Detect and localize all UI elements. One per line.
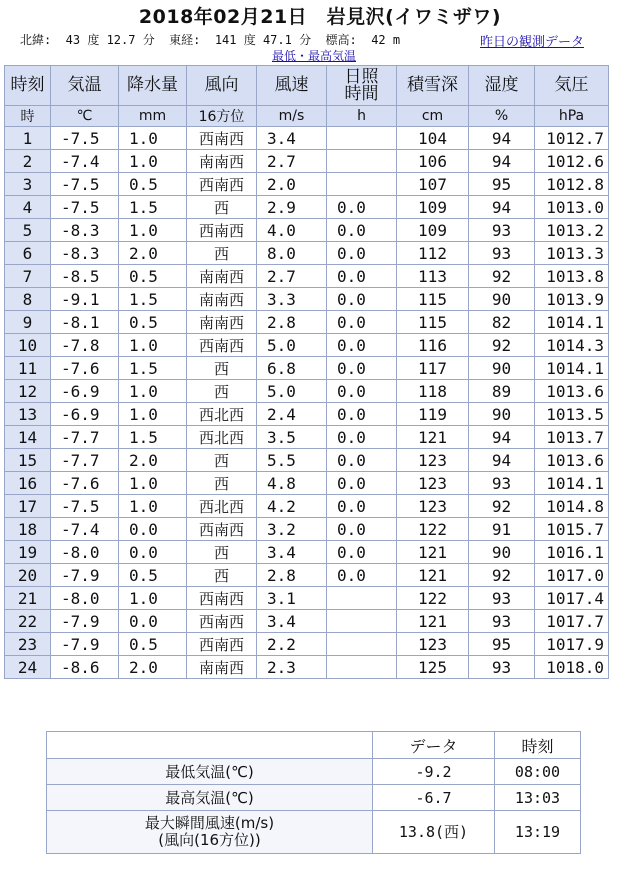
summary-row-max-gust bbox=[47, 811, 581, 854]
summary-time: 08:00 bbox=[495, 759, 581, 785]
cell-pressure: 1012.6 bbox=[535, 150, 609, 173]
cell-pressure: 1013.0 bbox=[535, 196, 609, 219]
cell-humidity: 93 bbox=[469, 472, 535, 495]
cell-precipitation: 1.5 bbox=[119, 426, 187, 449]
cell-hour: 1 bbox=[5, 127, 51, 150]
cell-snow-depth: 109 bbox=[397, 219, 469, 242]
cell-precipitation: 0.0 bbox=[119, 518, 187, 541]
summary-header-data: データ bbox=[373, 732, 495, 759]
cell-temperature: -7.5 bbox=[51, 495, 119, 518]
cell-humidity: 90 bbox=[469, 403, 535, 426]
cell-temperature: -7.6 bbox=[51, 472, 119, 495]
cell-sunshine bbox=[327, 656, 397, 679]
cell-pressure: 1012.7 bbox=[535, 127, 609, 150]
cell-temperature: -8.1 bbox=[51, 311, 119, 334]
cell-hour: 20 bbox=[5, 564, 51, 587]
cell-hour: 6 bbox=[5, 242, 51, 265]
cell-pressure: 1017.9 bbox=[535, 633, 609, 656]
cell-pressure: 1018.0 bbox=[535, 656, 609, 679]
cell-precipitation: 1.0 bbox=[119, 587, 187, 610]
summary-value: 13.8(西) bbox=[373, 811, 495, 854]
cell-snow-depth: 107 bbox=[397, 173, 469, 196]
cell-precipitation: 2.0 bbox=[119, 656, 187, 679]
cell-hour: 5 bbox=[5, 219, 51, 242]
unit-precipitation: mm bbox=[119, 106, 187, 127]
cell-pressure: 1013.8 bbox=[535, 265, 609, 288]
cell-wind-direction: 西南西 bbox=[187, 518, 257, 541]
col-precipitation: 降水量 bbox=[119, 66, 187, 106]
cell-wind-speed: 5.0 bbox=[257, 334, 327, 357]
table-row bbox=[5, 173, 609, 196]
unit-snow-depth: cm bbox=[397, 106, 469, 127]
table-row bbox=[5, 288, 609, 311]
cell-wind-direction: 南南西 bbox=[187, 265, 257, 288]
cell-temperature: -7.7 bbox=[51, 449, 119, 472]
cell-precipitation: 0.0 bbox=[119, 541, 187, 564]
cell-snow-depth: 112 bbox=[397, 242, 469, 265]
cell-temperature: -7.4 bbox=[51, 518, 119, 541]
cell-pressure: 1013.6 bbox=[535, 380, 609, 403]
cell-temperature: -6.9 bbox=[51, 380, 119, 403]
table-row bbox=[5, 518, 609, 541]
cell-temperature: -7.9 bbox=[51, 610, 119, 633]
cell-wind-speed: 2.7 bbox=[257, 265, 327, 288]
cell-temperature: -6.9 bbox=[51, 403, 119, 426]
cell-snow-depth: 123 bbox=[397, 633, 469, 656]
cell-snow-depth: 123 bbox=[397, 449, 469, 472]
cell-hour: 22 bbox=[5, 610, 51, 633]
table-row bbox=[5, 380, 609, 403]
summary-time: 13:03 bbox=[495, 785, 581, 811]
cell-precipitation: 0.5 bbox=[119, 265, 187, 288]
cell-sunshine: 0.0 bbox=[327, 403, 397, 426]
table-row bbox=[5, 541, 609, 564]
cell-wind-speed: 2.0 bbox=[257, 173, 327, 196]
cell-wind-speed: 3.4 bbox=[257, 127, 327, 150]
cell-pressure: 1014.3 bbox=[535, 334, 609, 357]
cell-wind-speed: 5.5 bbox=[257, 449, 327, 472]
cell-wind-speed: 2.9 bbox=[257, 196, 327, 219]
cell-hour: 23 bbox=[5, 633, 51, 656]
cell-wind-speed: 3.4 bbox=[257, 610, 327, 633]
summary-header-row bbox=[47, 732, 581, 759]
cell-humidity: 95 bbox=[469, 173, 535, 196]
cell-sunshine: 0.0 bbox=[327, 541, 397, 564]
cell-humidity: 93 bbox=[469, 610, 535, 633]
cell-sunshine: 0.0 bbox=[327, 265, 397, 288]
table-row bbox=[5, 357, 609, 380]
cell-snow-depth: 109 bbox=[397, 196, 469, 219]
cell-hour: 16 bbox=[5, 472, 51, 495]
cell-pressure: 1013.5 bbox=[535, 403, 609, 426]
summary-label: 最低気温(℃) bbox=[47, 759, 373, 785]
summary-time: 13:19 bbox=[495, 811, 581, 854]
cell-wind-speed: 3.5 bbox=[257, 426, 327, 449]
cell-snow-depth: 118 bbox=[397, 380, 469, 403]
cell-sunshine: 0.0 bbox=[327, 495, 397, 518]
table-row bbox=[5, 633, 609, 656]
yesterday-data-link[interactable]: 昨日の観測データ bbox=[480, 35, 585, 50]
table-row bbox=[5, 449, 609, 472]
cell-humidity: 82 bbox=[469, 311, 535, 334]
cell-snow-depth: 117 bbox=[397, 357, 469, 380]
cell-temperature: -7.9 bbox=[51, 564, 119, 587]
cell-humidity: 94 bbox=[469, 449, 535, 472]
cell-humidity: 93 bbox=[469, 219, 535, 242]
table-row bbox=[5, 564, 609, 587]
unit-sunshine: h bbox=[327, 106, 397, 127]
cell-precipitation: 1.0 bbox=[119, 150, 187, 173]
cell-pressure: 1014.8 bbox=[535, 495, 609, 518]
cell-precipitation: 0.5 bbox=[119, 311, 187, 334]
cell-wind-speed: 2.8 bbox=[257, 564, 327, 587]
cell-sunshine: 0.0 bbox=[327, 564, 397, 587]
cell-snow-depth: 122 bbox=[397, 587, 469, 610]
table-row bbox=[5, 610, 609, 633]
location-info: 北緯: 43 度 12.7 分 東経: 141 度 47.1 分 標高: 42 m bbox=[20, 33, 401, 47]
cell-pressure: 1017.0 bbox=[535, 564, 609, 587]
observation-table bbox=[4, 65, 609, 679]
cell-precipitation: 0.5 bbox=[119, 564, 187, 587]
cell-humidity: 91 bbox=[469, 518, 535, 541]
cell-pressure: 1014.1 bbox=[535, 472, 609, 495]
cell-pressure: 1013.6 bbox=[535, 449, 609, 472]
cell-temperature: -8.3 bbox=[51, 219, 119, 242]
col-humidity: 湿度 bbox=[469, 66, 535, 106]
min-max-temp-link[interactable]: 最低・最高気温 bbox=[272, 49, 357, 63]
cell-temperature: -8.5 bbox=[51, 265, 119, 288]
cell-wind-direction: 西南西 bbox=[187, 633, 257, 656]
cell-hour: 7 bbox=[5, 265, 51, 288]
cell-humidity: 90 bbox=[469, 357, 535, 380]
cell-precipitation: 1.5 bbox=[119, 288, 187, 311]
cell-temperature: -7.5 bbox=[51, 127, 119, 150]
cell-wind-direction: 西北西 bbox=[187, 495, 257, 518]
cell-sunshine: 0.0 bbox=[327, 357, 397, 380]
cell-snow-depth: 123 bbox=[397, 472, 469, 495]
cell-humidity: 92 bbox=[469, 564, 535, 587]
cell-temperature: -8.0 bbox=[51, 587, 119, 610]
cell-pressure: 1015.7 bbox=[535, 518, 609, 541]
cell-temperature: -9.1 bbox=[51, 288, 119, 311]
cell-wind-speed: 4.2 bbox=[257, 495, 327, 518]
cell-wind-direction: 西 bbox=[187, 564, 257, 587]
cell-precipitation: 1.5 bbox=[119, 196, 187, 219]
cell-sunshine bbox=[327, 173, 397, 196]
table-row bbox=[5, 150, 609, 173]
cell-hour: 19 bbox=[5, 541, 51, 564]
cell-snow-depth: 125 bbox=[397, 656, 469, 679]
cell-wind-direction: 西南西 bbox=[187, 334, 257, 357]
cell-pressure: 1016.1 bbox=[535, 541, 609, 564]
unit-temperature: ℃ bbox=[51, 106, 119, 127]
cell-sunshine: 0.0 bbox=[327, 242, 397, 265]
col-sunshine: 日照時間 bbox=[327, 66, 397, 106]
table-row bbox=[5, 587, 609, 610]
cell-temperature: -7.7 bbox=[51, 426, 119, 449]
cell-snow-depth: 122 bbox=[397, 518, 469, 541]
cell-sunshine: 0.0 bbox=[327, 518, 397, 541]
cell-snow-depth: 121 bbox=[397, 564, 469, 587]
summary-value: -9.2 bbox=[373, 759, 495, 785]
cell-hour: 18 bbox=[5, 518, 51, 541]
cell-humidity: 90 bbox=[469, 288, 535, 311]
cell-wind-direction: 西南西 bbox=[187, 127, 257, 150]
summary-value: -6.7 bbox=[373, 785, 495, 811]
cell-temperature: -7.8 bbox=[51, 334, 119, 357]
table-row bbox=[5, 196, 609, 219]
cell-wind-speed: 2.7 bbox=[257, 150, 327, 173]
cell-pressure: 1013.3 bbox=[535, 242, 609, 265]
cell-humidity: 93 bbox=[469, 656, 535, 679]
cell-humidity: 93 bbox=[469, 242, 535, 265]
unit-row bbox=[5, 106, 609, 127]
table-row bbox=[5, 656, 609, 679]
cell-precipitation: 2.0 bbox=[119, 242, 187, 265]
cell-wind-speed: 3.4 bbox=[257, 541, 327, 564]
cell-snow-depth: 121 bbox=[397, 610, 469, 633]
cell-sunshine: 0.0 bbox=[327, 380, 397, 403]
cell-temperature: -7.9 bbox=[51, 633, 119, 656]
cell-precipitation: 1.0 bbox=[119, 219, 187, 242]
cell-wind-speed: 3.1 bbox=[257, 587, 327, 610]
cell-pressure: 1014.1 bbox=[535, 357, 609, 380]
cell-hour: 8 bbox=[5, 288, 51, 311]
cell-hour: 17 bbox=[5, 495, 51, 518]
cell-hour: 2 bbox=[5, 150, 51, 173]
cell-wind-direction: 西 bbox=[187, 357, 257, 380]
col-wind-direction: 風向 bbox=[187, 66, 257, 106]
summary-table bbox=[46, 731, 581, 854]
cell-wind-direction: 西北西 bbox=[187, 403, 257, 426]
cell-snow-depth: 121 bbox=[397, 541, 469, 564]
cell-hour: 13 bbox=[5, 403, 51, 426]
cell-snow-depth: 116 bbox=[397, 334, 469, 357]
cell-humidity: 92 bbox=[469, 495, 535, 518]
cell-pressure: 1013.2 bbox=[535, 219, 609, 242]
cell-sunshine: 0.0 bbox=[327, 426, 397, 449]
cell-wind-speed: 6.8 bbox=[257, 357, 327, 380]
cell-wind-speed: 3.2 bbox=[257, 518, 327, 541]
cell-hour: 24 bbox=[5, 656, 51, 679]
cell-humidity: 94 bbox=[469, 150, 535, 173]
cell-hour: 4 bbox=[5, 196, 51, 219]
cell-precipitation: 0.0 bbox=[119, 610, 187, 633]
cell-wind-direction: 西 bbox=[187, 541, 257, 564]
unit-hour: 時 bbox=[5, 106, 51, 127]
col-hour: 時刻 bbox=[5, 66, 51, 106]
cell-precipitation: 1.0 bbox=[119, 403, 187, 426]
cell-wind-direction: 西南西 bbox=[187, 219, 257, 242]
col-temperature: 気温 bbox=[51, 66, 119, 106]
table-row bbox=[5, 219, 609, 242]
col-snow-depth: 積雪深 bbox=[397, 66, 469, 106]
cell-wind-direction: 西 bbox=[187, 242, 257, 265]
page-title: 2018年02月21日 岩見沢(イワミザワ) bbox=[138, 6, 502, 28]
cell-pressure: 1014.1 bbox=[535, 311, 609, 334]
cell-sunshine: 0.0 bbox=[327, 334, 397, 357]
cell-sunshine bbox=[327, 610, 397, 633]
cell-sunshine bbox=[327, 150, 397, 173]
cell-snow-depth: 121 bbox=[397, 426, 469, 449]
cell-sunshine: 0.0 bbox=[327, 472, 397, 495]
cell-temperature: -8.6 bbox=[51, 656, 119, 679]
cell-hour: 12 bbox=[5, 380, 51, 403]
cell-wind-speed: 2.3 bbox=[257, 656, 327, 679]
cell-snow-depth: 106 bbox=[397, 150, 469, 173]
cell-snow-depth: 115 bbox=[397, 288, 469, 311]
cell-wind-direction: 西南西 bbox=[187, 173, 257, 196]
cell-hour: 14 bbox=[5, 426, 51, 449]
summary-header-time: 時刻 bbox=[495, 732, 581, 759]
cell-humidity: 90 bbox=[469, 541, 535, 564]
cell-wind-speed: 2.2 bbox=[257, 633, 327, 656]
cell-wind-direction: 南南西 bbox=[187, 288, 257, 311]
cell-humidity: 95 bbox=[469, 633, 535, 656]
unit-pressure: hPa bbox=[535, 106, 609, 127]
cell-temperature: -8.0 bbox=[51, 541, 119, 564]
summary-label: 最高気温(℃) bbox=[47, 785, 373, 811]
cell-precipitation: 1.0 bbox=[119, 127, 187, 150]
table-row bbox=[5, 311, 609, 334]
observation-rows bbox=[5, 127, 609, 679]
cell-pressure: 1012.8 bbox=[535, 173, 609, 196]
cell-temperature: -7.6 bbox=[51, 357, 119, 380]
cell-hour: 3 bbox=[5, 173, 51, 196]
cell-temperature: -7.5 bbox=[51, 196, 119, 219]
cell-temperature: -7.4 bbox=[51, 150, 119, 173]
cell-wind-direction: 西 bbox=[187, 196, 257, 219]
cell-precipitation: 2.0 bbox=[119, 449, 187, 472]
cell-sunshine: 0.0 bbox=[327, 311, 397, 334]
cell-wind-speed: 3.3 bbox=[257, 288, 327, 311]
table-row bbox=[5, 472, 609, 495]
cell-precipitation: 0.5 bbox=[119, 173, 187, 196]
cell-humidity: 94 bbox=[469, 426, 535, 449]
summary-label: 最大瞬間風速(m/s) (風向(16方位)) bbox=[47, 811, 373, 854]
cell-wind-direction: 西南西 bbox=[187, 610, 257, 633]
summary-row-max-temp bbox=[47, 785, 581, 811]
cell-wind-direction: 西南西 bbox=[187, 587, 257, 610]
summary-row-min-temp bbox=[47, 759, 581, 785]
cell-wind-speed: 2.4 bbox=[257, 403, 327, 426]
cell-sunshine bbox=[327, 587, 397, 610]
cell-wind-speed: 5.0 bbox=[257, 380, 327, 403]
unit-wind-direction: 16方位 bbox=[187, 106, 257, 127]
cell-temperature: -8.3 bbox=[51, 242, 119, 265]
cell-pressure: 1017.7 bbox=[535, 610, 609, 633]
cell-wind-speed: 2.8 bbox=[257, 311, 327, 334]
table-row bbox=[5, 495, 609, 518]
cell-precipitation: 1.5 bbox=[119, 357, 187, 380]
cell-pressure: 1017.4 bbox=[535, 587, 609, 610]
cell-precipitation: 1.0 bbox=[119, 495, 187, 518]
cell-hour: 11 bbox=[5, 357, 51, 380]
table-row bbox=[5, 403, 609, 426]
cell-snow-depth: 119 bbox=[397, 403, 469, 426]
cell-snow-depth: 115 bbox=[397, 311, 469, 334]
cell-wind-direction: 西 bbox=[187, 380, 257, 403]
cell-wind-direction: 西 bbox=[187, 472, 257, 495]
table-row bbox=[5, 334, 609, 357]
cell-hour: 15 bbox=[5, 449, 51, 472]
cell-wind-direction: 西北西 bbox=[187, 426, 257, 449]
cell-precipitation: 0.5 bbox=[119, 633, 187, 656]
cell-humidity: 94 bbox=[469, 196, 535, 219]
cell-hour: 21 bbox=[5, 587, 51, 610]
cell-humidity: 89 bbox=[469, 380, 535, 403]
cell-sunshine: 0.0 bbox=[327, 196, 397, 219]
col-wind-speed: 風速 bbox=[257, 66, 327, 106]
cell-pressure: 1013.9 bbox=[535, 288, 609, 311]
table-row bbox=[5, 426, 609, 449]
col-pressure: 気圧 bbox=[535, 66, 609, 106]
summary-header-blank bbox=[47, 732, 373, 759]
cell-temperature: -7.5 bbox=[51, 173, 119, 196]
unit-wind-speed: m/s bbox=[257, 106, 327, 127]
cell-humidity: 92 bbox=[469, 265, 535, 288]
cell-humidity: 93 bbox=[469, 587, 535, 610]
table-row bbox=[5, 265, 609, 288]
cell-sunshine: 0.0 bbox=[327, 288, 397, 311]
cell-precipitation: 1.0 bbox=[119, 380, 187, 403]
cell-sunshine: 0.0 bbox=[327, 449, 397, 472]
table-row bbox=[5, 127, 609, 150]
cell-humidity: 94 bbox=[469, 127, 535, 150]
cell-wind-direction: 南南西 bbox=[187, 150, 257, 173]
cell-snow-depth: 104 bbox=[397, 127, 469, 150]
cell-sunshine: 0.0 bbox=[327, 219, 397, 242]
cell-wind-speed: 4.8 bbox=[257, 472, 327, 495]
cell-humidity: 92 bbox=[469, 334, 535, 357]
cell-wind-direction: 西 bbox=[187, 449, 257, 472]
cell-wind-speed: 4.0 bbox=[257, 219, 327, 242]
cell-hour: 9 bbox=[5, 311, 51, 334]
cell-sunshine bbox=[327, 633, 397, 656]
cell-wind-speed: 8.0 bbox=[257, 242, 327, 265]
cell-hour: 10 bbox=[5, 334, 51, 357]
cell-precipitation: 1.0 bbox=[119, 472, 187, 495]
cell-snow-depth: 113 bbox=[397, 265, 469, 288]
cell-wind-direction: 南南西 bbox=[187, 656, 257, 679]
cell-snow-depth: 123 bbox=[397, 495, 469, 518]
cell-pressure: 1013.7 bbox=[535, 426, 609, 449]
column-header-row bbox=[5, 66, 609, 106]
cell-sunshine bbox=[327, 127, 397, 150]
cell-wind-direction: 南南西 bbox=[187, 311, 257, 334]
cell-precipitation: 1.0 bbox=[119, 334, 187, 357]
unit-humidity: % bbox=[469, 106, 535, 127]
table-row bbox=[5, 242, 609, 265]
